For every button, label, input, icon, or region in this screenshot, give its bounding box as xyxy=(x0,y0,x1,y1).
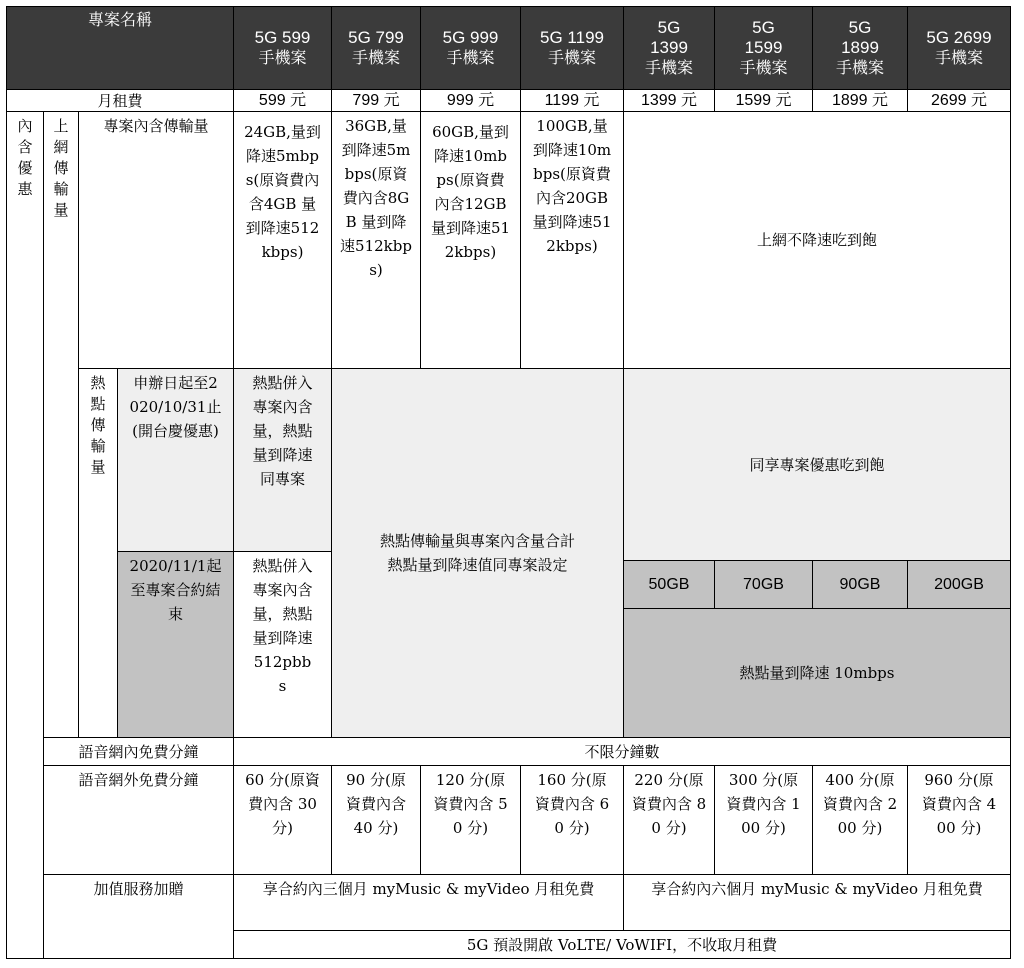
hotspot-period1-label: 申辦日起至2020/10/31止(開台慶優惠) xyxy=(117,368,234,552)
header-project-name: 專案名稱 xyxy=(6,6,234,90)
hotspot-label: 熱點傳輸量 xyxy=(78,368,118,738)
header-plan-599: 5G 599 手機案 xyxy=(233,6,332,90)
voice-offnet-999: 120 分(原資費內含 50 分) xyxy=(420,765,521,875)
value-added-volte: 5G 預設開啟 VoLTE/ VoWIFI，不收取月租費 xyxy=(233,930,1011,959)
voice-offnet-1199: 160 分(原資費內含 60 分) xyxy=(520,765,624,875)
hotspot-cap-throttle: 熱點量到降速 10mbps xyxy=(623,608,1011,738)
monthly-fee-label: 月租費 xyxy=(6,89,234,112)
voice-offnet-1599: 300 分(原資費內含 100 分) xyxy=(714,765,813,875)
voice-offnet-2699: 960 分(原資費內含 400 分) xyxy=(907,765,1011,875)
plan-data-1199: 100GB,量到降速10mbps(原資費內含20GB 量到降速512kbps) xyxy=(520,111,624,369)
voice-onnet-label: 語音網內免費分鐘 xyxy=(43,737,234,766)
value-added-high-plans: 享合約內六個月 myMusic & myVideo 月租免費 xyxy=(623,874,1011,931)
hotspot-cap-1899: 90GB xyxy=(812,560,908,609)
voice-offnet-799: 90 分(原資費內含 40 分) xyxy=(331,765,421,875)
hotspot-shared-unlimited: 同享專案優惠吃到飽 xyxy=(623,368,1011,561)
hotspot-cap-2699: 200GB xyxy=(907,560,1011,609)
monthly-fee-1899: 1899 元 xyxy=(812,89,908,112)
voice-onnet-value: 不限分鐘數 xyxy=(233,737,1011,766)
monthly-fee-999: 999 元 xyxy=(420,89,521,112)
header-plan-2699: 5G 2699 手機案 xyxy=(907,6,1011,90)
monthly-fee-799: 799 元 xyxy=(331,89,421,112)
monthly-fee-1199: 1199 元 xyxy=(520,89,624,112)
hotspot-period2-label: 2020/11/1起至專案合約結束 xyxy=(117,551,234,738)
voice-offnet-1899: 400 分(原資費內含 200 分) xyxy=(812,765,908,875)
voice-offnet-label: 語音網外免費分鐘 xyxy=(43,765,234,875)
hotspot-cap-1599: 70GB xyxy=(714,560,813,609)
hotspot-merged-note: 熱點傳輸量與專案內含量合計 熱點量到降速值同專案設定 xyxy=(331,368,624,738)
hotspot-cap-1399: 50GB xyxy=(623,560,715,609)
monthly-fee-2699: 2699 元 xyxy=(907,89,1011,112)
header-plan-1599: 5G 1599 手機案 xyxy=(714,6,813,90)
hotspot-period1-599: 熱點併入專案內含量，熱點量到降速同專案 xyxy=(233,368,332,552)
value-added-label: 加值服務加贈 xyxy=(43,874,234,959)
data-usage-label: 上網傳輸量 xyxy=(43,111,79,738)
value-added-low-plans: 享合約內三個月 myMusic & myVideo 月租免費 xyxy=(233,874,624,931)
header-plan-999: 5G 999 手機案 xyxy=(420,6,521,90)
monthly-fee-1399: 1399 元 xyxy=(623,89,715,112)
voice-offnet-1399: 220 分(原資費內含 80 分) xyxy=(623,765,715,875)
plan-data-unlimited: 上網不降速吃到飽 xyxy=(623,111,1011,369)
voice-offnet-599: 60 分(原資費內含 30 分) xyxy=(233,765,332,875)
plan-data-999: 60GB,量到降速10mbps(原資費內含12GB 量到降速512kbps) xyxy=(420,111,521,369)
monthly-fee-1599: 1599 元 xyxy=(714,89,813,112)
plan-data-label: 專案內含傳輸量 xyxy=(78,111,234,369)
hotspot-period2-599: 熱點併入專案內含量，熱點量到降速512pbbs xyxy=(233,551,332,738)
plan-data-799: 36GB,量到降速5mbps(原資費內含8GB 量到降速512kbps) xyxy=(331,111,421,369)
monthly-fee-599: 599 元 xyxy=(233,89,332,112)
header-plan-1899: 5G 1899 手機案 xyxy=(812,6,908,90)
included-benefits-label: 內含優惠 xyxy=(6,111,44,959)
header-plan-1399: 5G 1399 手機案 xyxy=(623,6,715,90)
header-plan-1199: 5G 1199 手機案 xyxy=(520,6,624,90)
header-plan-799: 5G 799 手機案 xyxy=(331,6,421,90)
plan-data-599: 24GB,量到降速5mbps(原資費內含4GB 量到降速512kbps) xyxy=(233,111,332,369)
